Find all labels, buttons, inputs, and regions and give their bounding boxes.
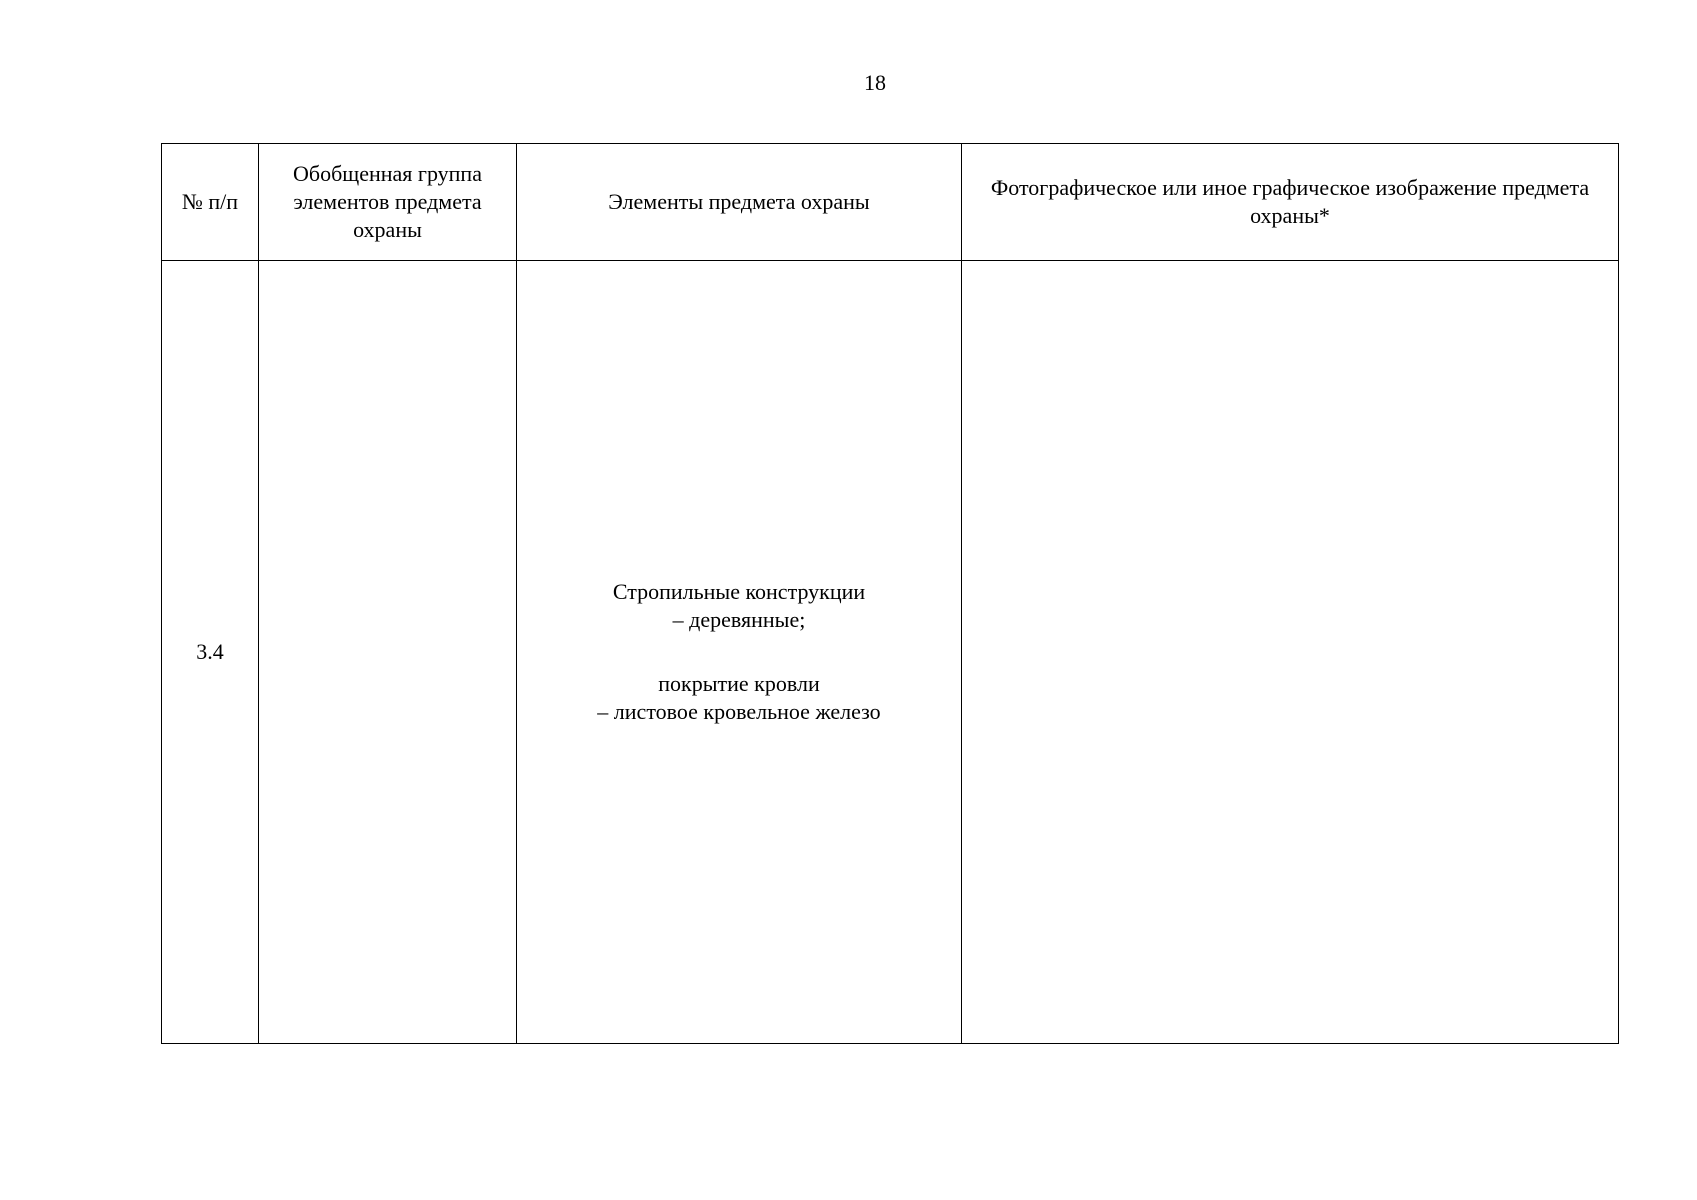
elements-line-4: – листовое кровельное железо (597, 699, 881, 724)
header-num: № п/п (162, 144, 259, 261)
header-elements: Элементы предмета охраны (517, 144, 962, 261)
elements-line-1: Стропильные конструкции (612, 579, 866, 604)
header-group: Обобщенная группа элементов предмета охраны (259, 144, 517, 261)
elements-line-3: покрытие кровли (658, 671, 820, 696)
row-photo (962, 261, 1619, 1044)
page-number: 18 (864, 70, 886, 95)
table-row (162, 261, 1619, 1044)
elements-gap (523, 634, 955, 670)
header-photo: Фотографическое или иное графическое изображение предмета охраны* (962, 144, 1619, 261)
row-num: 3.4 (162, 261, 259, 1044)
table-header-row (162, 144, 1619, 261)
protection-elements-table (161, 143, 1619, 1044)
elements-line-2: – деревянные; (672, 607, 806, 632)
row-elements (517, 261, 962, 1044)
row-group (259, 261, 517, 1044)
